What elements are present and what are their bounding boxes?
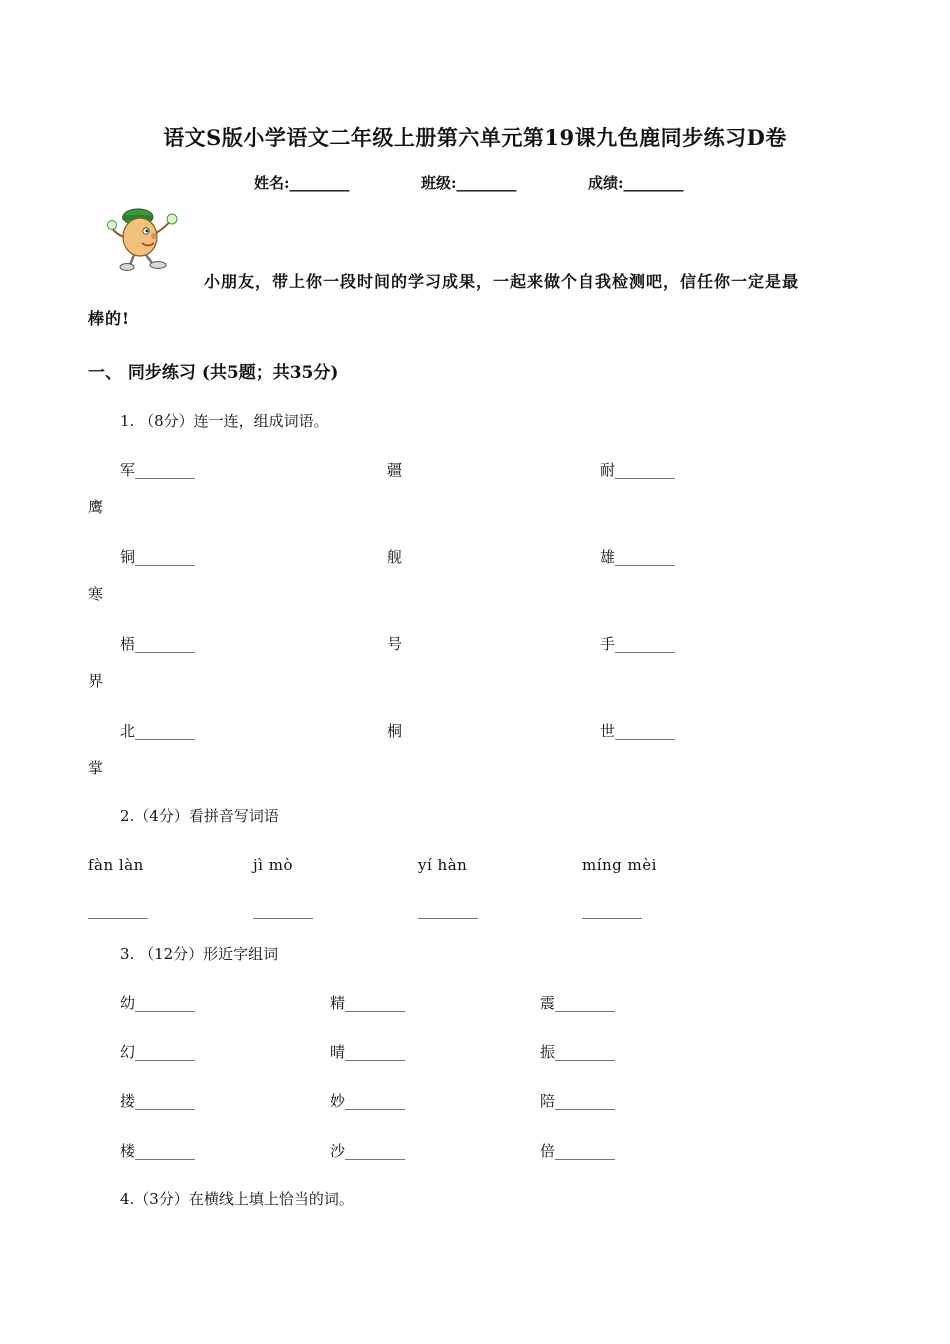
page-title: 语文S版小学语文二年级上册第六单元第19课九色鹿同步练习D卷: [163, 125, 787, 150]
q1-row2-c: 雄________: [600, 548, 676, 566]
q3-cell: 妙________: [330, 1092, 406, 1110]
q3-cell: 幻________: [120, 1043, 196, 1061]
q1-row2-a: 铜________: [120, 548, 196, 566]
q2-stem: 2.（4分）看拼音写词语: [120, 807, 279, 825]
q2-blank-2[interactable]: ________: [253, 901, 313, 919]
q1-row1-b: 疆: [387, 461, 403, 479]
q4-stem: 4.（3分）在横线上填上恰当的词。: [120, 1190, 354, 1208]
q1-row1-d: 鹰: [88, 498, 104, 516]
q1-row1-a: 军________: [120, 461, 196, 479]
intro-line-2: 棒的!: [88, 309, 131, 328]
q2-blank-1[interactable]: ________: [88, 901, 148, 919]
q3-cell: 沙________: [330, 1142, 406, 1160]
q3-cell: 幼________: [120, 994, 196, 1012]
q2-pinyin-3: yí hàn: [418, 856, 468, 874]
q1-row1-c: 耐________: [600, 461, 676, 479]
cartoon-mascot-image: [106, 203, 190, 273]
q2-blank-3[interactable]: ________: [418, 901, 478, 919]
q3-cell: 楼________: [120, 1142, 196, 1160]
q1-row4-c: 世________: [600, 722, 676, 740]
q1-row4-a: 北________: [120, 722, 196, 740]
q1-row4-d: 掌: [88, 759, 104, 777]
q3-stem: 3. （12分）形近字组词: [120, 945, 279, 963]
q1-stem: 1. （8分）连一连，组成词语。: [120, 412, 329, 430]
q2-pinyin-4: míng mèi: [582, 856, 657, 874]
q1-row4-b: 桐: [387, 722, 403, 740]
q3-cell: 倍________: [540, 1142, 616, 1160]
q1-row3-c: 手________: [600, 635, 676, 653]
q2-pinyin-1: fàn làn: [88, 856, 144, 874]
q1-row3-a: 梧________: [120, 635, 196, 653]
q1-row3-d: 界: [88, 672, 104, 690]
q3-cell: 陪________: [540, 1092, 616, 1110]
score-field: 成绩:________: [588, 174, 684, 192]
q1-row3-b: 号: [387, 635, 403, 653]
q1-row2-d: 寒: [88, 585, 104, 603]
q3-cell: 震________: [540, 994, 616, 1012]
q2-blank-4[interactable]: ________: [582, 901, 642, 919]
name-field: 姓名:________: [254, 174, 350, 192]
section-heading: 一、 同步练习 (共5题；共35分): [88, 363, 339, 383]
q3-cell: 精________: [330, 994, 406, 1012]
intro-line-1: 小朋友，带上你一段时间的学习成果，一起来做个自我检测吧，信任你一定是最: [204, 272, 800, 291]
q3-cell: 搂________: [120, 1092, 196, 1110]
q3-cell: 振________: [540, 1043, 616, 1061]
q2-pinyin-2: jì mò: [253, 856, 293, 874]
class-field: 班级:________: [421, 174, 517, 192]
q3-cell: 晴________: [330, 1043, 406, 1061]
q1-row2-b: 舰: [387, 548, 403, 566]
